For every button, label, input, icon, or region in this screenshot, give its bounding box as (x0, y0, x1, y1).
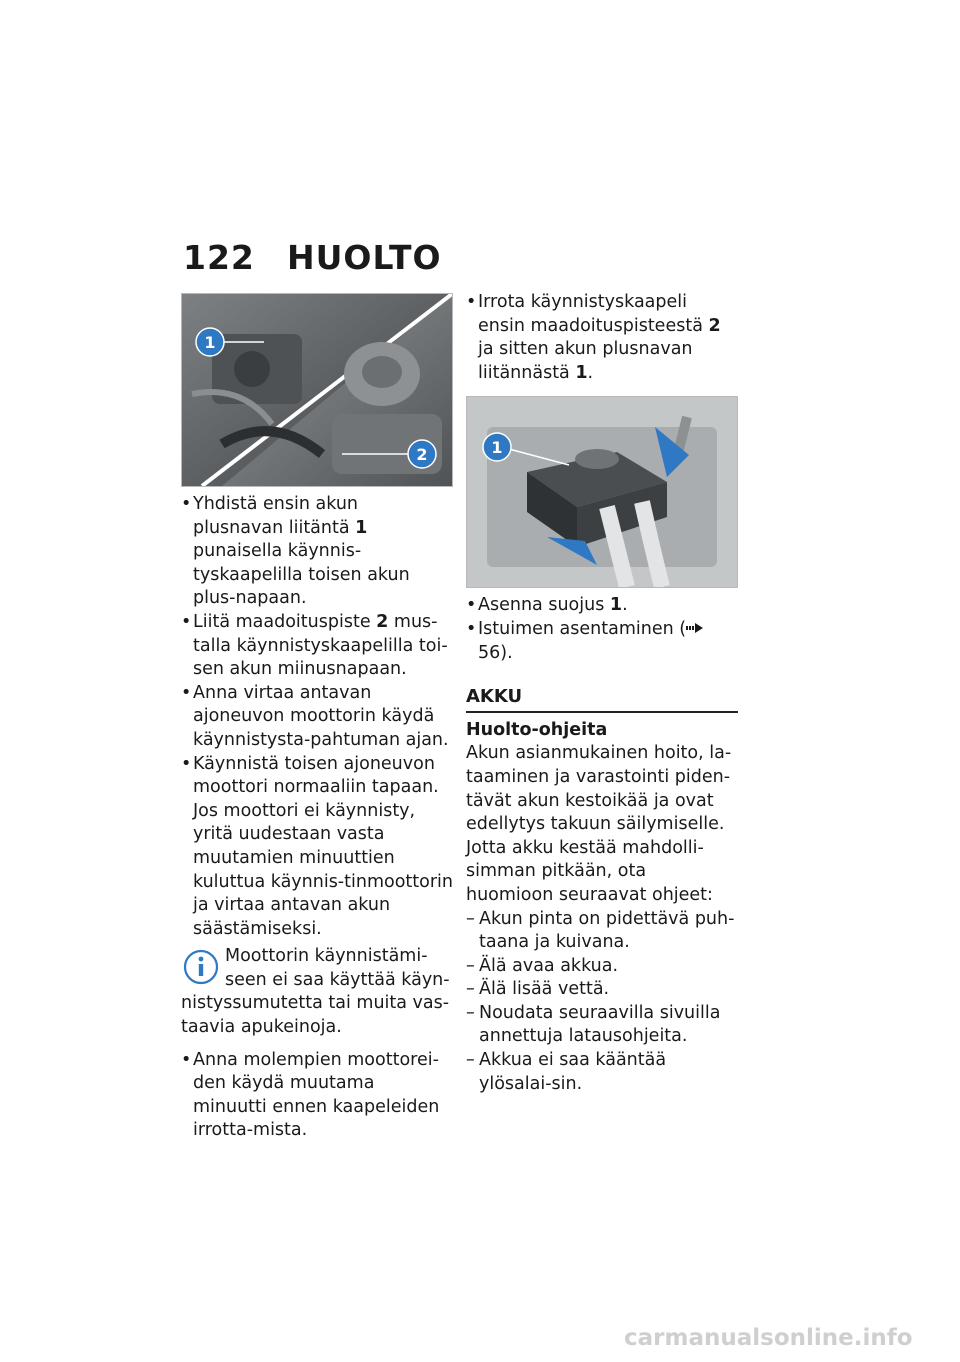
list-item: • Liitä maadoituspiste 2 mus-talla käynnistyskaapelilla toi-sen akun miinusnapaan. (181, 611, 453, 682)
list-item: – Noudata seuraavilla sivuilla annettuja latausohjeita. (466, 1002, 738, 1049)
list-item: • Irrota käynnistyskaapeli ensin maadoituspisteestä 2 ja sitten akun plusnavan liitännästä 1. (466, 291, 738, 385)
arrow-right-icon (686, 622, 704, 634)
figure-jump-start (181, 293, 453, 487)
list-item: – Akun pinta on pidettävä puh-taana ja kuivana. (466, 908, 738, 955)
left-column (181, 293, 453, 1143)
section-title: AKKU (466, 673, 738, 713)
page-title: HUOLTO (287, 238, 442, 277)
battery-cover-illustration (467, 397, 737, 587)
list-item: • Yhdistä ensin akun plusnavan liitäntä 1 punaisella käynnis-tyskaapelilla toisen akun plus-napaan. (181, 493, 453, 611)
care-instructions (466, 908, 738, 1097)
install-steps (466, 594, 738, 665)
subsection-title: Huolto-ohjeita (466, 719, 608, 740)
list-item: • Istuimen asentaminen ( 56). (466, 618, 738, 665)
intro-paragraph: Akun asianmukainen hoito, la-taaminen ja varastointi piden-tävät akun kestoikää ja ovat edellytys takuun säilymiselle. Jotta akku kestää mahdolli-simman pitkään, ota huomioon seuraavat ohjeet: (466, 743, 732, 905)
list-item: – Älä avaa akkua. (466, 955, 738, 979)
info-note (181, 945, 453, 1039)
list-item: • Asenna suojus 1. (466, 594, 738, 618)
note-text: Moottorin käynnistämi-seen ei saa käyttää käyn-nistyssumutetta tai muita vas-taavia apukeinoja. (181, 946, 450, 1038)
disconnect-steps (466, 291, 738, 385)
list-item: – Akkua ei saa kääntää ylösalai-sin. (466, 1049, 738, 1096)
info-icon (181, 945, 225, 985)
callout-1: 1 (204, 333, 216, 352)
list-item: • Anna virtaa antavan ajoneuvon moottorin käydä käynnistysta-pahtuman ajan. (181, 682, 453, 753)
page-number: 122 (183, 238, 255, 277)
list-item: • Anna molempien moottorei-den käydä muutama minuutti ennen kaapeleiden irrotta-mista. (181, 1049, 453, 1143)
callout-2: 2 (416, 445, 428, 464)
engine-illustration (182, 294, 452, 486)
jump-start-steps (181, 493, 453, 941)
list-item: – Älä lisää vettä. (466, 978, 738, 1002)
page-header (183, 238, 442, 277)
figure-battery-cover (466, 396, 738, 588)
list-item: • Käynnistä toisen ajoneuvon moottori normaaliin tapaan. Jos moottori ei käynnisty, yritä uudestaan vasta muutamien minuuttien kuluttua käynnis-tinmoottorin ja virtaa antavan akun säästämiseksi. (181, 753, 453, 942)
jump-start-steps-continued (181, 1049, 453, 1143)
right-column (466, 291, 738, 1096)
watermark: carmanualsonline.info (624, 1325, 913, 1351)
callout-1: 1 (491, 438, 503, 458)
